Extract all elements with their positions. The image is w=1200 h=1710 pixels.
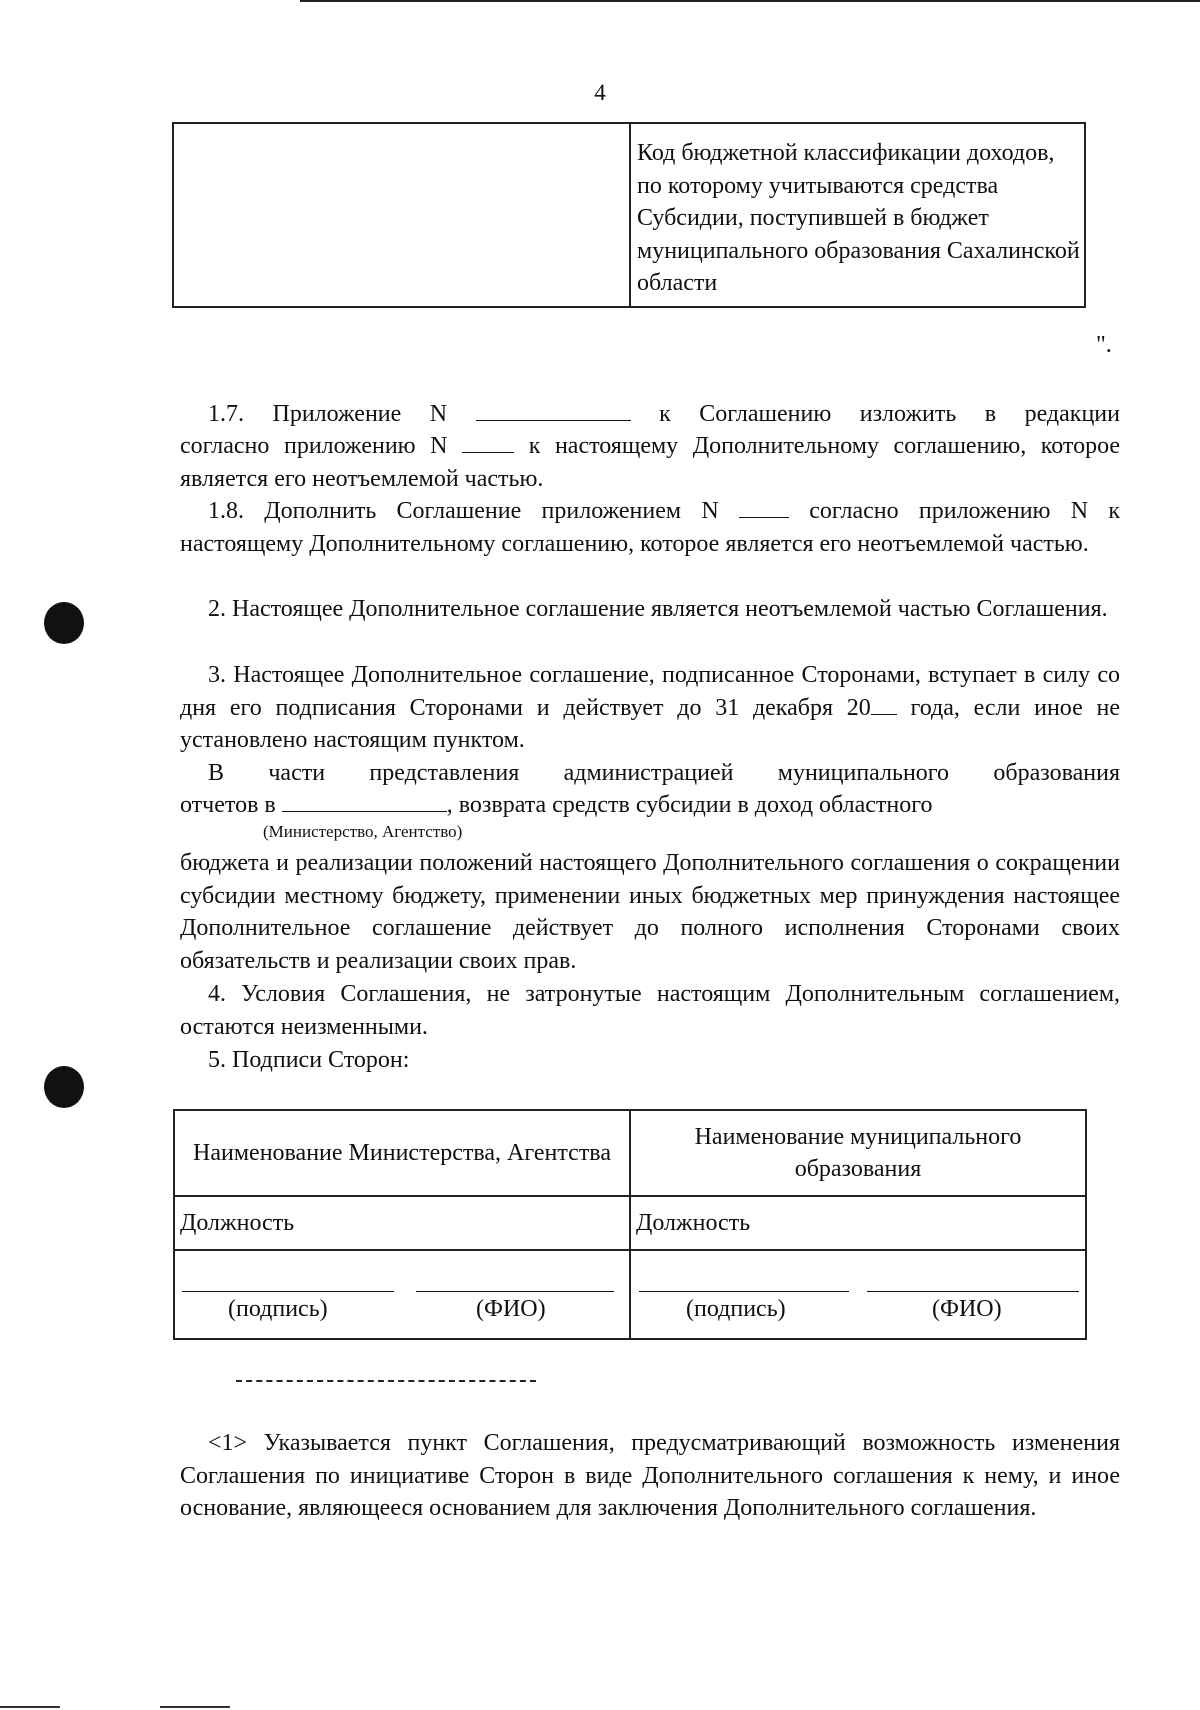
municipality-name-header: Наименование муниципального образования [630,1110,1086,1196]
paragraph-3b-line2 [180,789,1120,822]
ministry-name-header: Наименование Министерства, Агентства [174,1110,630,1196]
paragraph-1-8 [180,495,1120,560]
paragraph-1-7-rest [180,430,1120,495]
paragraph-3b-line1: В части представления администрацией муниципального образования [208,760,1120,786]
paragraph-4: 4. Условия Соглашения, не затронутые настоящим Дополнительным соглашением, остаются неизменными. [180,981,1120,1040]
name-line-left [416,1291,614,1292]
p17-rest-b: к настоящему Дополнительному соглашению, которое является его неотъемлемой частью. [180,433,1121,492]
page-top-border [300,0,1200,2]
p3b-text-a: отчетов в [180,792,276,818]
paragraph-2: 2. Настоящее Дополнительное соглашение является неотъемлемой частью Соглашения. [208,596,1108,622]
punch-hole-bottom [44,1066,84,1108]
scan-artifact-left [0,1706,60,1708]
position-right: Должность [630,1196,1086,1250]
signature-caption-left: (подпись) [228,1296,328,1322]
ministry-sublabel: (Министерство, Агентство) [263,822,463,841]
appendix-number-blank [476,400,631,421]
signature-line-right [639,1291,849,1292]
kbk-table [172,122,1086,308]
kbk-text-cell: Код бюджетной классификации доходов, по которому учитываются средства Субсидии, поступившей в бюджет муниципального образования Сахалинской области [630,123,1085,307]
signature-caption-right: (подпись) [686,1296,786,1322]
signature-line-left [182,1291,394,1292]
paragraph-5: 5. Подписи Сторон: [208,1047,410,1073]
paragraph-3b-rest: бюджета и реализации положений настоящего Дополнительного соглашения о сокращении субсидии местному бюджету, применении иных бюджетных мер принуждения настоящее Дополнительное соглашение действует до полного исполнения Сторонами своих обязательств и реализации своих прав. [180,850,1120,974]
punch-hole-top [44,602,84,644]
p17-rest-a: согласно приложению N [180,433,448,459]
name-caption-left: (ФИО) [476,1296,546,1322]
closing-quote: ". [1096,332,1112,358]
footnote-separator [236,1380,536,1382]
name-line-right [867,1291,1079,1292]
p3-text-b: года, если иное не установлено настоящим пунктом. [180,694,1120,753]
p17-text-a: 1.7. Приложение N [208,401,448,427]
position-left: Должность [174,1196,630,1250]
appendix-number-blank-3 [739,497,789,518]
scan-artifact-right [160,1706,230,1708]
p3b-text-b: , возврата средств субсидии в доход областного [446,792,933,818]
p3-text-a: 3. Настоящее Дополнительное соглашение, подписанное Сторонами, вступает в силу со дня его подписания Сторонами и действует до 31 декабря 20 [180,662,1120,721]
paragraph-1-7-line1 [180,398,1120,431]
year-blank [871,694,897,715]
kbk-empty-cell [173,123,630,307]
page-number: 4 [594,80,606,105]
appendix-number-blank-2 [462,432,514,453]
paragraph-3 [180,659,1120,757]
signature-cell-left [174,1250,630,1339]
p18-text-a: 1.8. Дополнить Соглашение приложением N [208,498,719,524]
p18-text-b: согласно приложению N к настоящему Дополнительному соглашению, которое является его неотъемлемой частью. [180,498,1121,557]
footnote-1: <1> Указывается пункт Соглашения, предусматривающий возможность изменения Соглашения по инициативе Сторон в виде Дополнительного соглашения к нему, и иное основание, являющееся основанием для заключения Дополнительного соглашения. [180,1430,1120,1521]
p17-text-b: к Соглашению изложить в редакции [659,401,1120,427]
ministry-blank [282,791,447,812]
name-caption-right: (ФИО) [932,1296,1002,1322]
signature-cell-right [630,1250,1086,1339]
